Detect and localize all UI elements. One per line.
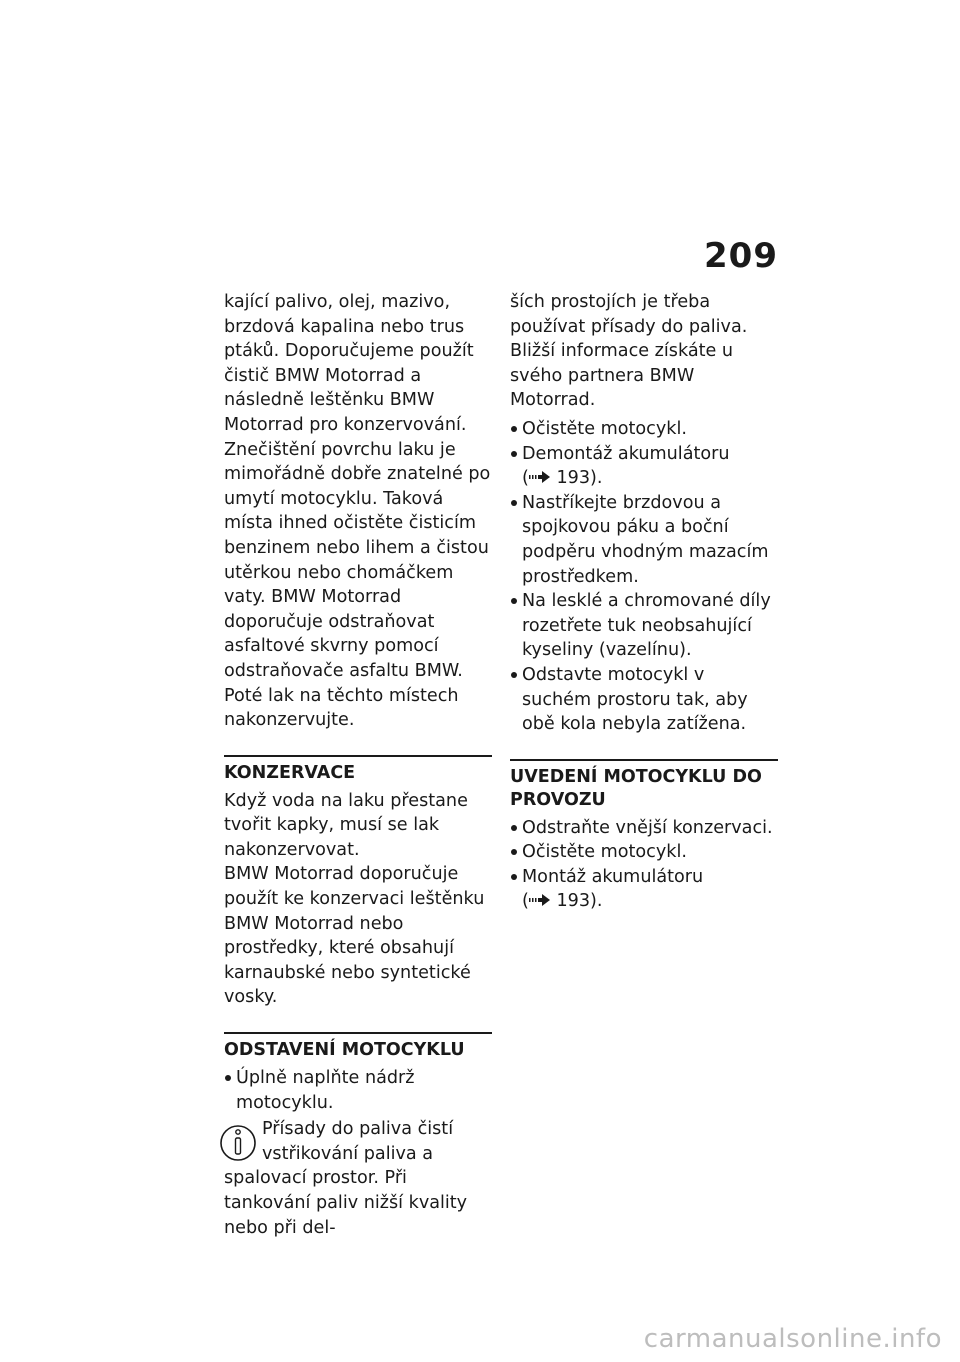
konzervace-paragraph-1: Když voda na laku přestane tvořit kapky, musí se lak nakonzervovat. bbox=[224, 790, 468, 860]
right-column bbox=[510, 290, 778, 914]
odstaveni-list bbox=[224, 1066, 492, 1115]
konzervace-paragraph-2: BMW Motorrad doporučuje použít ke konzervaci leštěnku BMW Motorrad nebo prostředky, které obsahují karnaubské nebo syntetické vosky. bbox=[224, 864, 485, 1008]
section-heading: KONZERVACE bbox=[224, 762, 356, 783]
page-number: 209 bbox=[704, 236, 778, 276]
list-item: Odstavte motocykl v suchém prostoru tak, aby obě kola nebyla zatížena. bbox=[510, 663, 778, 737]
left-column bbox=[224, 290, 492, 1240]
watermark: carmanualsonline.info bbox=[643, 1324, 942, 1354]
list-item: Montáž akumulátoru ( 193). bbox=[510, 865, 778, 914]
info-note bbox=[224, 1117, 492, 1240]
section-konzervace bbox=[224, 755, 492, 1010]
intro-paragraph-1: kající palivo, olej, mazivo, brzdová kapalina nebo trus ptáků. Doporučujeme použít čistič BMW Motorrad a následně leštěnku BMW Motorrad pro konzervování. bbox=[224, 292, 474, 435]
section-odstaveni bbox=[224, 1032, 492, 1240]
continued-paragraph: ších prostojích je třeba používat přísady do paliva. Bližší informace získáte u svého partnera BMW Motorrad. bbox=[510, 292, 748, 411]
uvedeni-list bbox=[510, 816, 778, 914]
note-text: Přísady do paliva čistí vstřikování paliva a spalovací prostor. Při tankování paliv nižší kvality nebo při del- bbox=[224, 1119, 468, 1238]
list-item: Demontáž akumulátoru ( 193). bbox=[510, 442, 778, 491]
info-icon bbox=[218, 1119, 258, 1165]
list-item: Úplně naplňte nádrž motocyklu. bbox=[224, 1066, 492, 1115]
section-heading: ODSTAVENÍ MOTOCYKLU bbox=[224, 1040, 465, 1061]
arrow-icon bbox=[529, 471, 551, 483]
storage-steps-list bbox=[510, 417, 778, 737]
page-reference[interactable]: ( 193). bbox=[522, 891, 603, 912]
page-reference[interactable]: ( 193). bbox=[522, 468, 603, 489]
list-item: Očistěte motocykl. bbox=[510, 417, 778, 442]
section-heading: UVEDENÍ MOTOCYKLU DO PROVOZU bbox=[510, 766, 762, 810]
intro-paragraph-2: Znečištění povrchu laku je mimořádně dobře znatelné po umytí motocyklu. Taková místa ihned očistěte čisticím benzinem nebo lihem a čistou utěrkou nebo chomáčkem vaty. BMW Motorrad doporučuje odstraňovat asfaltové skvrny pomocí odstraňovače asfaltu BMW. Poté lak na těchto místech nakonzervujte. bbox=[224, 439, 491, 731]
section-uvedeni bbox=[510, 759, 778, 914]
list-item: Na lesklé a chromované díly rozetřete tuk neobsahující kyseliny (vazelínu). bbox=[510, 589, 778, 663]
list-item: Odstraňte vnější konzervaci. bbox=[510, 816, 778, 841]
list-item: Očistěte motocykl. bbox=[510, 840, 778, 865]
list-item: Nastříkejte brzdovou a spojkovou páku a boční podpěru vhodným mazacím prostředkem. bbox=[510, 491, 778, 589]
arrow-icon bbox=[529, 894, 551, 906]
